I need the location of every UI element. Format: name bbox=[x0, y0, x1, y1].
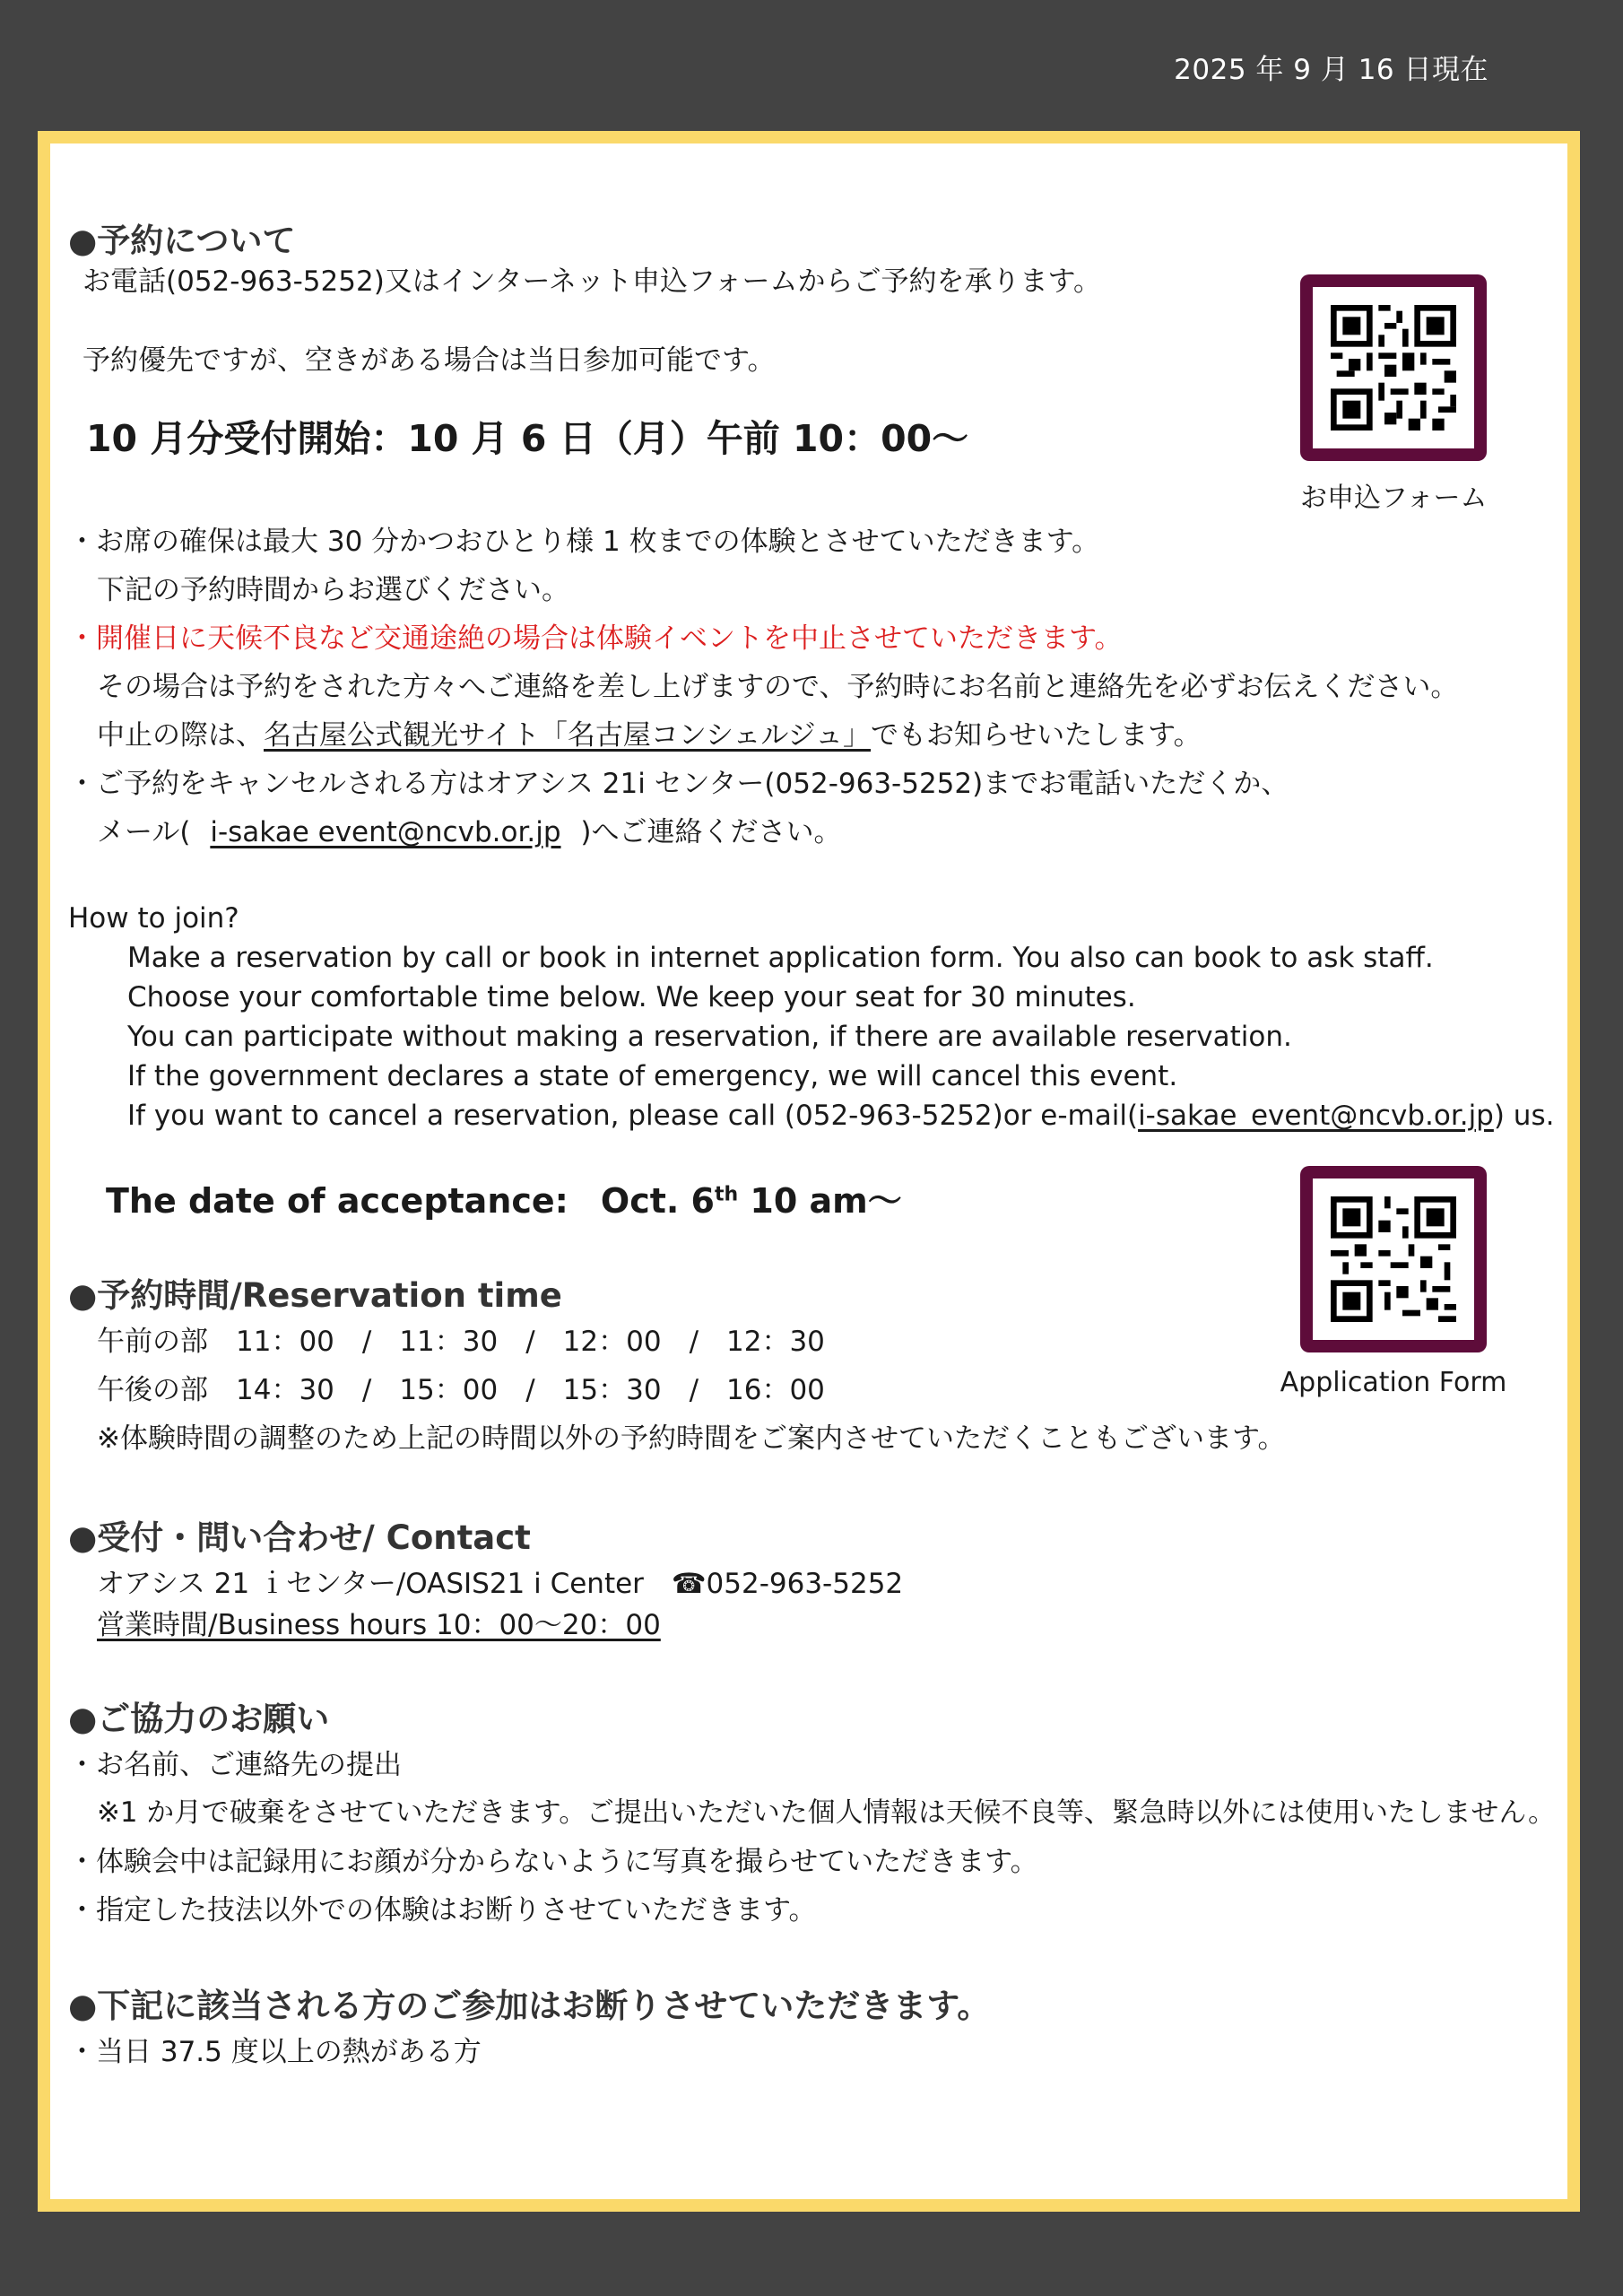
mail-prefix: メール( bbox=[97, 816, 191, 848]
cancel-suffix: ) us. bbox=[1493, 1100, 1555, 1132]
qr-label-en: Application Form bbox=[1280, 1367, 1507, 1398]
october-start: 10 月分受付開始：10 月 6 日（月）午前 10：00～ bbox=[86, 417, 969, 460]
how-to-join-line-1: Make a reservation by call or book in internet application form. You also can book to ask staff. bbox=[127, 942, 1434, 974]
reservation-line-phone: お電話(052-963-5252)又はインターネット申込フォームからご予約を承ります。 bbox=[82, 265, 1101, 298]
email-link[interactable]: i-sakae event@ncvb.or.jp bbox=[210, 816, 561, 848]
decline-item: ・当日 37.5 度以上の熱がある方 bbox=[68, 2036, 482, 2068]
cooperation-item: ・指定した技法以外での体験はお断りさせていただきます。 bbox=[68, 1894, 817, 1926]
notice-prefix: 中止の際は、 bbox=[97, 719, 264, 752]
how-to-join-line-2: Choose your comfortable time below. We keep your seat for 30 minutes. bbox=[127, 981, 1136, 1013]
time-adjust-note: ※体験時間の調整のため上記の時間以外の予約時間をご案内させていただくこともございます。 bbox=[97, 1422, 1286, 1455]
decline-heading: ●下記に該当される方のご参加はお断りさせていただきます。 bbox=[68, 1987, 991, 2025]
acceptance-suffix: th bbox=[715, 1183, 739, 1206]
bullet-weather-notice bbox=[97, 712, 1202, 752]
business-hours: 営業時間/Business hours 10：00～20：00 bbox=[97, 1609, 661, 1641]
how-to-join-line-3: You can participate without making a reservation, if there are available reservation. bbox=[127, 1021, 1292, 1053]
qr-code-application-form-jp[interactable] bbox=[1300, 274, 1487, 461]
reservation-heading: ●予約について bbox=[68, 222, 296, 260]
contact-center: オアシス 21 ｉセンター/OASIS21 i Center ☎052-963-5252 bbox=[97, 1568, 904, 1600]
bullet-weather-warning: ・開催日に天候不良など交通途絶の場合は体験イベントを中止させていただきます。 bbox=[68, 622, 1123, 655]
how-to-join-heading: How to join? bbox=[68, 902, 239, 935]
mail-suffix: )へご連絡ください。 bbox=[580, 816, 842, 848]
morning-slots: 午前の部 11：00 / 11：30 / 12：00 / 12：30 bbox=[97, 1326, 825, 1358]
notice-suffix: でもお知らせいたします。 bbox=[871, 719, 1202, 752]
bullet-seat: ・お席の確保は最大 30 分かつおひとり様 1 枚までの体験とさせていただきます。 bbox=[68, 526, 1100, 558]
qr-pattern-icon bbox=[1331, 1196, 1456, 1322]
acceptance-day: Oct. 6 bbox=[600, 1181, 715, 1221]
qr-pattern-icon bbox=[1331, 305, 1456, 430]
acceptance-label: The date of acceptance: bbox=[106, 1181, 568, 1221]
reservation-time-heading: ●予約時間/Reservation time bbox=[68, 1276, 562, 1315]
how-to-join-line-4: If the government declares a state of emergency, we will cancel this event. bbox=[127, 1060, 1178, 1092]
notice-sheet bbox=[38, 131, 1580, 2212]
contact-heading: ●受付・問い合わせ/ Contact bbox=[68, 1518, 531, 1557]
acceptance-date bbox=[106, 1173, 902, 1222]
qr-code-application-form-en[interactable] bbox=[1300, 1166, 1487, 1352]
bullet-cancel: ・ご予約をキャンセルされる方はオアシス 21i センター(052-963-5252)までお電話いただくか、 bbox=[68, 768, 1289, 800]
as-of-date: 2025 年 9 月 16 日現在 bbox=[1174, 54, 1488, 86]
acceptance-time: 10 am～ bbox=[750, 1181, 902, 1221]
bullet-cancel-mail bbox=[97, 809, 841, 849]
bullet-seat-cont: 下記の予約時間からお選びください。 bbox=[97, 574, 569, 606]
reservation-line-walkin: 予約優先ですが、空きがある場合は当日参加可能です。 bbox=[82, 344, 776, 377]
nagoya-concierge-link[interactable]: 名古屋公式観光サイト「名古屋コンシェルジュ」 bbox=[264, 719, 872, 752]
how-to-join-cancel bbox=[127, 1100, 1554, 1132]
afternoon-slots: 午後の部 14：30 / 15：00 / 15：30 / 16：00 bbox=[97, 1374, 825, 1406]
cooperation-heading: ●ご協力のお願い bbox=[68, 1700, 330, 1738]
qr-label-jp: お申込フォーム bbox=[1300, 483, 1488, 514]
cooperation-item: ・お名前、ご連絡先の提出 bbox=[68, 1749, 402, 1781]
cooperation-item: ※1 か月で破棄をさせていただきます。ご提出いただいた個人情報は天候不良等、緊急時以外には使用いたしません。 bbox=[97, 1796, 1556, 1829]
bullet-weather-contact: その場合は予約をされた方々へご連絡を差し上げますので、予約時にお名前と連絡先を必ずお伝えください。 bbox=[97, 671, 1459, 703]
cancel-email-link[interactable]: i-sakae_event@ncvb.or.jp bbox=[1138, 1100, 1494, 1132]
cooperation-item: ・体験会中は記録用にお顔が分からないように写真を撮らせていただきます。 bbox=[68, 1846, 1038, 1878]
cancel-prefix: If you want to cancel a reservation, please call (052-963-5252)or e-mail( bbox=[127, 1100, 1139, 1132]
